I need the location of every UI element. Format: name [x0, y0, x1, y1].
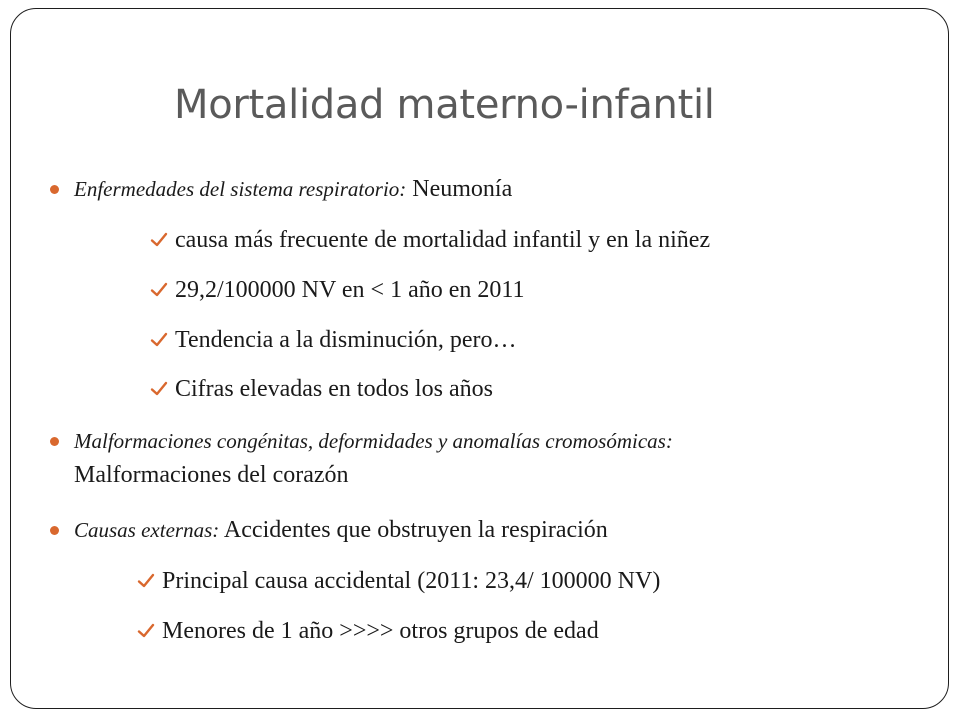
bullet-item-causas-externas — [50, 515, 608, 545]
checkmark-icon — [150, 331, 168, 349]
bullet-text: Accidentes que obstruyen la respiración — [219, 517, 608, 543]
bullet-icon — [50, 185, 59, 194]
check-item — [150, 325, 517, 355]
checkmark-icon — [137, 572, 155, 590]
check-text: Tendencia a la disminución, pero… — [175, 327, 517, 353]
bullet-text: Malformaciones del corazón — [74, 462, 349, 488]
checkmark-icon — [137, 622, 155, 640]
bullet-icon — [50, 437, 59, 446]
check-text: 29,2/100000 NV en < 1 año en 2011 — [175, 277, 525, 303]
check-item — [137, 566, 660, 596]
check-item — [150, 374, 493, 404]
bullet-item-respiratorio — [50, 174, 512, 204]
checkmark-icon — [150, 380, 168, 398]
checkmark-icon — [150, 281, 168, 299]
bullet-text: Neumonía — [406, 176, 513, 202]
bullet-icon — [50, 526, 59, 535]
bullet-item-malformaciones — [50, 424, 673, 492]
bullet-category: Enfermedades del sistema respiratorio: — [74, 177, 407, 201]
check-item — [150, 225, 710, 255]
check-item — [150, 275, 525, 305]
check-item — [137, 616, 599, 646]
slide-title: Mortalidad materno-infantil — [174, 82, 715, 128]
bullet-category: Malformaciones congénitas, deformidades y anomalías cromosómicas: — [74, 429, 673, 453]
check-text: Cifras elevadas en todos los años — [175, 376, 493, 402]
check-text: Principal causa accidental (2011: 23,4/ 100000 NV) — [162, 568, 661, 594]
bullet-category: Causas externas: — [74, 518, 220, 542]
checkmark-icon — [150, 231, 168, 249]
check-text: causa más frecuente de mortalidad infantil y en la niñez — [175, 227, 711, 253]
check-text: Menores de 1 año >>>> otros grupos de edad — [162, 618, 599, 644]
